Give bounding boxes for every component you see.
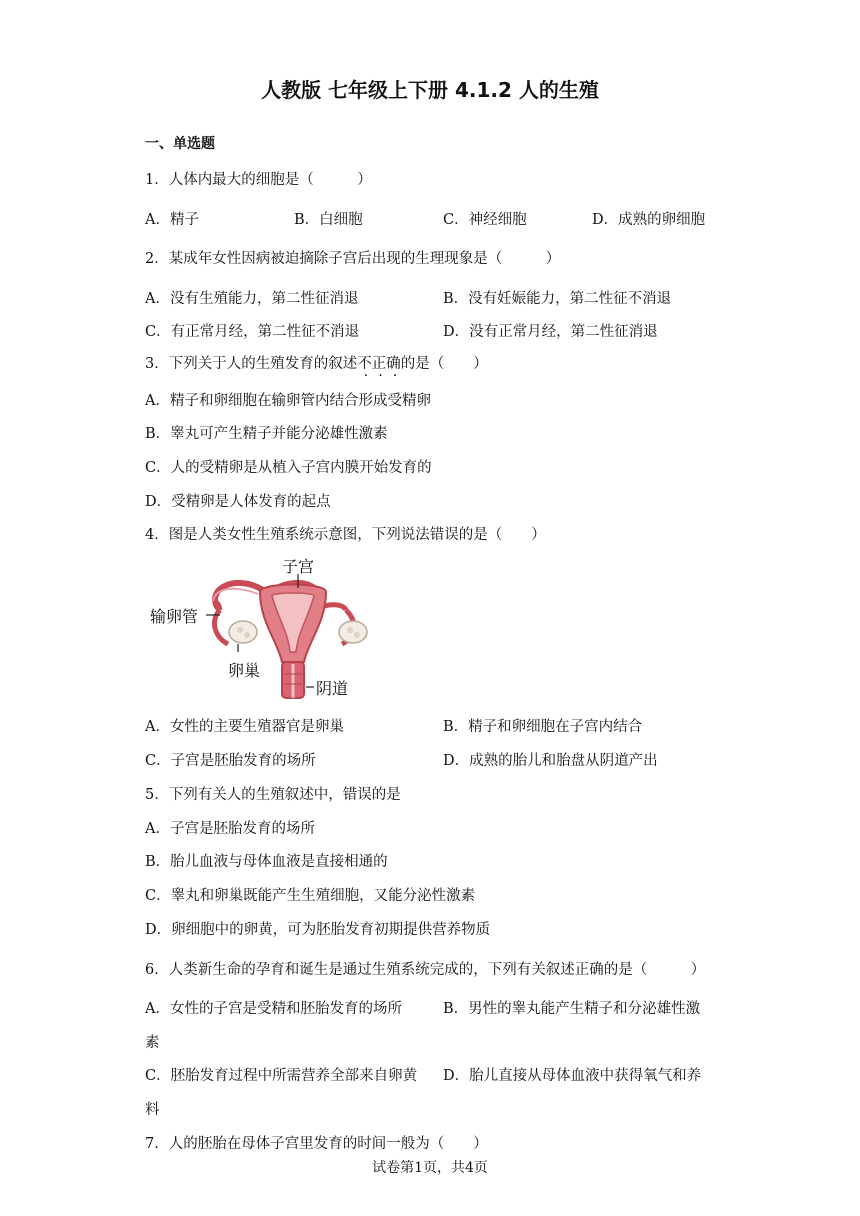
question-7-stem: 7．人的胚胎在母体子宫里发育的时间一般为（ ） bbox=[145, 1136, 488, 1152]
page-title: 人教版 七年级上下册 4.1.2 人的生殖 bbox=[261, 78, 599, 102]
page-footer: 试卷第1页，共4页 bbox=[372, 1160, 488, 1176]
question-6-option-d-wrap: 料 bbox=[145, 1102, 160, 1118]
question-2-option-b: B．没有妊娠能力，第二性征不消退 bbox=[443, 291, 672, 307]
question-1-option-d: D．成熟的卵细胞 bbox=[592, 212, 706, 228]
question-4-stem: 4．图是人类女性生殖系统示意图，下列说法错误的是（ ） bbox=[145, 527, 546, 543]
oviduct-label: 输卵管 bbox=[150, 607, 199, 626]
question-1-stem: 1．人体内最大的细胞是（ ） bbox=[145, 172, 372, 188]
question-3-option-a: A．精子和卵细胞在输卵管内结合形成受精卵 bbox=[145, 393, 431, 409]
question-1-option-b: B．白细胞 bbox=[294, 212, 363, 228]
question-4-option-b: B．精子和卵细胞在子宫内结合 bbox=[443, 719, 643, 735]
left-ovary bbox=[229, 621, 257, 643]
vagina-label: 阴道 bbox=[316, 679, 349, 698]
question-3-option-c: C．人的受精卵是从植入子宫内膜开始发育的 bbox=[145, 460, 432, 476]
question-4-option-d: D．成熟的胎儿和胎盘从阴道产出 bbox=[443, 753, 658, 769]
question-3-option-d: D．受精卵是人体发育的起点 bbox=[145, 494, 331, 510]
question-2-option-a: A．没有生殖能力，第二性征消退 bbox=[145, 291, 359, 307]
question-6-option-d: D．胎儿直接从母体血液中获得氧气和养 bbox=[443, 1068, 702, 1084]
question-6-option-b-wrap: 素 bbox=[145, 1035, 160, 1051]
question-5-option-c: C．睾丸和卵巢既能产生生殖细胞，又能分泌性激素 bbox=[145, 888, 476, 904]
question-6-option-b: B．男性的睾丸能产生精子和分泌雄性激 bbox=[443, 1001, 701, 1017]
question-4-option-a: A．女性的主要生殖器官是卵巢 bbox=[145, 719, 344, 735]
ovary-label: 卵巢 bbox=[228, 661, 261, 680]
question-2-option-c: C．有正常月经，第二性征不消退 bbox=[145, 324, 360, 340]
question-5-option-d: D．卵细胞中的卵黄，可为胚胎发育初期提供营养物质 bbox=[145, 922, 491, 938]
right-ovary bbox=[339, 621, 367, 643]
question-3-stem: 3．下列关于人的生殖发育的叙述不正确的是（ ） bbox=[145, 356, 488, 372]
question-5-option-a: A．子宫是胚胎发育的场所 bbox=[145, 821, 315, 837]
question-4-option-c: C．子宫是胚胎发育的场所 bbox=[145, 753, 316, 769]
female-reproductive-diagram bbox=[148, 552, 388, 702]
question-6-option-c: C．胚胎发育过程中所需营养全部来自卵黄 bbox=[145, 1068, 418, 1084]
question-5-option-b: B．胎儿血液与母体血液是直接相通的 bbox=[145, 854, 388, 870]
uterus-label: 子宫 bbox=[282, 557, 315, 576]
uterus-illustration bbox=[148, 552, 388, 702]
question-3-option-b: B．睾丸可产生精子并能分泌雄性激素 bbox=[145, 426, 388, 442]
question-6-stem: 6．人类新生命的孕育和诞生是通过生殖系统完成的，下列有关叙述正确的是（ ） bbox=[145, 962, 706, 978]
section-heading: 一、单选题 bbox=[145, 136, 215, 152]
question-1-option-c: C．神经细胞 bbox=[443, 212, 527, 228]
question-2-stem: 2．某成年女性因病被迫摘除子宫后出现的生理现象是（ ） bbox=[145, 251, 561, 267]
question-1-option-a: A．精子 bbox=[145, 212, 199, 228]
question-6-option-a: A．女性的子宫是受精和胚胎发育的场所 bbox=[145, 1001, 402, 1017]
question-2-option-d: D．没有正常月经，第二性征消退 bbox=[443, 324, 658, 340]
question-5-stem: 5．下列有关人的生殖叙述中，错误的是 bbox=[145, 787, 401, 803]
